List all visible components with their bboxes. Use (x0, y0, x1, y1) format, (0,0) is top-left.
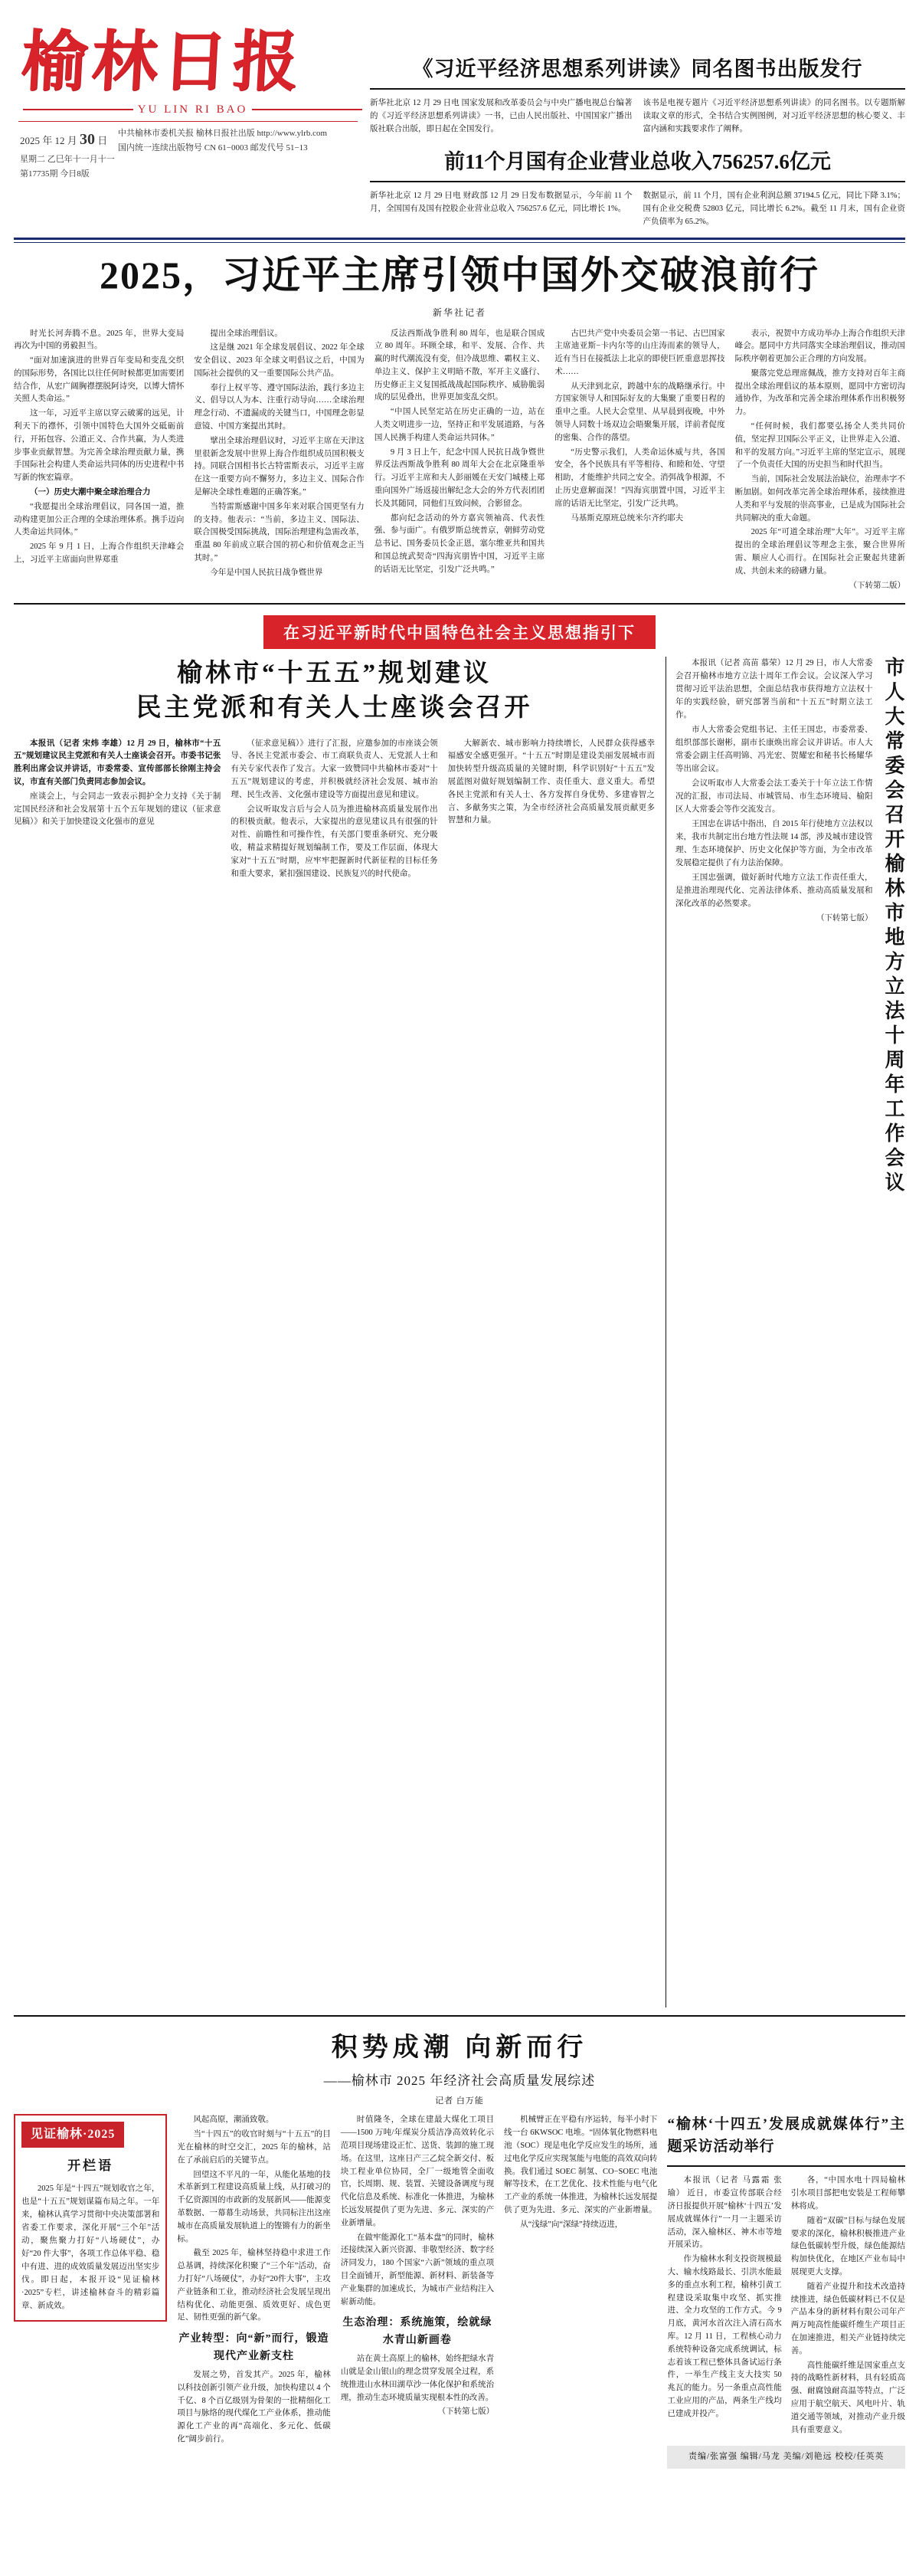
mid-right-article (666, 657, 905, 2007)
paragraph: 作为榆林水利支投资规模最大、输水线路最长、引洪水能最多的重点水利工程，榆林引黄工程建设采取集中攻坚、抓实推进、全力攻坚的工作方式。今 9 月底，黄河水首次注入清石高水库。12 月 11 日，工程核心动力系统特种设备完成系统调试，标志着该工程已整体具备试运行条件，一举生产线主支大技实 50 兆瓦的能力。另一条重点高性能工业应用的产品，两条生产线均已建成并投产。 (667, 2255, 782, 2418)
paragraph: 奉行上权平等、遵守国际法治，践行多边主义、倡导以人为本、注重行动导向……全球治理理念行动、不遗漏成的关键当口，中国理念彰显意镜、中国方案提出其时。 (194, 383, 365, 431)
paragraph: 截至 2025 年，榆林坚持稳中求进工作总基调，持续深化积聚了“三个年”活动，奋力打好“八场硬仗”，办好“20件大事”，主攻产业链条和工业，推动经济社会发展呈现出结构优化、动能更强、质效更好、成色更足、韧性更强的新气象。 (177, 2249, 331, 2322)
subheading: （一）历史大潮中聚全球治理合力 (30, 488, 151, 497)
issue-number: 第17735期 今日8版 (20, 169, 90, 179)
paragraph: “我愿提出全球治理倡议，同各国一道，推动构建更加公正合理的全球治理体系。携手迈向人类命运共同体。” (14, 502, 185, 537)
rb-col-1 (667, 2175, 781, 2438)
paragraph: 马基斯克原班总统米尔齐约耶夫 (571, 513, 684, 523)
pinyin-rule-left (23, 109, 133, 110)
bottom-col-2 (341, 2114, 494, 2469)
red-banner-wrap (14, 615, 905, 649)
paragraph: 从天津到北京，跨越中东的战略继承行。中方国家领导人和国际好友的大集聚了重要日程的重申之重。人民大会堂里、从早晨到夜晚，中外领导人同数十场双边会晤聚集开展，详前者促度的密集、合作的落望。 (554, 382, 725, 442)
feature-byline: 记者 白万能 (435, 2096, 484, 2106)
paragraph: 今年是中国人民抗日战争暨世界 (210, 568, 323, 577)
paragraph: 反法西斯战争胜利 80 周年，也是联合国成立 80 周年。环顾全球，和平、发展、合作、共赢的时代潮流没有变，但冷战思维、霸权主义、单边主义、保护主义明暗不散，军开主义盛行、历史修正主义复国抵战战起国际秩序、威胁脆弱成的层见叠出，世界更加变乱交织。 (374, 329, 545, 402)
mid-headline-line1: 榆林市“十五五”规划建议 (177, 660, 492, 688)
main-col-4 (554, 328, 724, 595)
paragraph: 从“浅绿”向“深绿”持续迈进， (520, 2220, 623, 2229)
paragraph: 高性能碳纤维是国家重点支持的战略性新材料，具有轻质高强、耐腐蚀耐高温等特点，广泛应用于航空航天、风电叶片、轨道交通等领域，对推动产业升级具有重要意义。 (790, 2361, 905, 2434)
publisher-line: 中共榆林市委机关报 榆林日报社出版 http://www.ylrb.com (118, 128, 328, 138)
jump-note: （下转第七版） (437, 2407, 495, 2417)
paragraph: 时光长河奔腾不息。2025 年，世界大变局再次为中国的勇毅担当。 (14, 329, 185, 351)
main-col-5 (735, 328, 905, 595)
paragraph: 提出全球治理倡议。 (210, 329, 283, 338)
masthead-right (370, 11, 905, 228)
page-footer-credits: 责编/张富强 编辑/马龙 美编/刘艳远 校校/任英英 (667, 2446, 905, 2469)
jump-note: （下转第二版） (849, 581, 906, 590)
witness-heading: 开栏语 (67, 2158, 114, 2174)
main-col-1 (14, 328, 184, 595)
paragraph: 各，“中国水电十四局榆林引水项目部把电安装是工程师攀林将成。 (790, 2176, 905, 2211)
main-headline: 2025，习近平主席引领中国外交破浪前行 (100, 254, 819, 297)
masthead-rule (18, 121, 358, 122)
paragraph: 大解新农、城市影响力持续增长，人民群众获得感幸福感安全感更强开。“十五五”时期是建设美丽发展城市而加快转型升级高质量的关键时期，科学识别好“十五五”发展蓝图对做好规划编制工作、责任重大、意义重大。希望各民主党派和有关人士、各方发挥自身优势、多建睿智之言、多献务实之策，为全市经济社会高质量发展贡献更多智慧和力量。 (447, 739, 655, 825)
jump-note: （下转第七版） (816, 914, 873, 923)
paragraph: 王国忠强调，做好新时代地方立法工作责任重大，是推进治理现代化、完善法律体系、推动高质量发展和深化改革的必然要求。 (675, 873, 873, 909)
paragraph: 当前，国际社会发展法治缺位，治理赤字不断加剧。如何改革完善全球治理体系，接续推进人类和平与发展的崇高事业，已是成为国际社会共同解决的重大命题。 (734, 475, 906, 523)
date-year-month: 2025 年 12 月 (20, 134, 77, 146)
top-story-1-p2: 该书是电视专题片《习近平经济思想系列讲读》的同名图书。以专题斯解读取文章的形式，全书结合实例图例，对习近平经济思想的核心要义、丰富内涵和实践要求作了阐释。 (643, 99, 905, 133)
feature-title: 积势成潮 向新而行 (331, 2034, 588, 2063)
masthead-left (14, 11, 362, 181)
paragraph: 风起高原，潮涌致敬。 (193, 2116, 274, 2125)
top-headline-2: 前11个月国有企业营业总收入756257.6亿元 (444, 150, 831, 173)
paragraph: 会议听取发言后与会人员为推进榆林高质量发展作出的积极贡献。他表示，大家提出的意见建议具有很强的针对性、前瞻性和可操作性，有关部门要重条研究、充分吸收，精益求精提好规划编制工作，要及工作层面，体现大家对“十五五”时期，应牢牢把握新时代新征程的目标任务和重大要求，紧扣强国建设、民族复兴的时代使命。 (231, 805, 438, 878)
mid-right-vertical-headline: 市人大常委会召开榆林市地方立法十周年工作会议 (882, 657, 904, 1197)
main-article-columns (14, 328, 905, 595)
date-ri: 日 (97, 134, 108, 146)
paragraph: 9 月 3 日上午，纪念中国人民抗日战争暨世界反法西斯战争胜利 80 周年大会在北京隆重举行。习近平主席和夫人彭丽媛在天安门城楼上郑重向国外广场返接出解纪念大会的外方代表团团长及其随同，同他们互致问候，合影留念。 (374, 447, 545, 508)
pinyin-rule-right (252, 109, 362, 110)
paragraph: “任何时候，我们都要弘扬全人类共同价值，坚定捍卫国际公平正义，让世界走入公道、和平的发展方向。”习近平主席的坚定宣示，展现了一个负责任大国的历史担当和时代担当。 (734, 422, 906, 470)
masthead-meta (14, 126, 362, 181)
right-bottom-rule (667, 2165, 905, 2167)
paragraph: （征求意见稿）》进行了汇报，应邀参加的市座谈会领导、各民主党派市委会、市工商联负责人、无党派人士和有关专家代表作了发言。大家一致赞同中共榆林市委对“十五五”规划建议的考虑，并积极就经济社会发展、城市治理、民生改善、文化强市建设等方面提出意见和建议。 (231, 739, 438, 799)
divider-after-mid (14, 2015, 905, 2017)
masthead (14, 11, 905, 228)
cn-number-line: 国内统一连续出版物号 CN 61−0003 邮发代号 51−13 (118, 143, 308, 152)
top-headline-1: 《习近平经济思想系列讲读》同名图书出版发行 (412, 57, 863, 80)
bottom-col-1 (177, 2114, 330, 2469)
paragraph: 2025 年 9 月 1 日，上海合作组织天津峰会上，习近平主席面向世界郑重 (14, 542, 185, 565)
section-heading: 产业转型：向“新”而行，锻造现代产业新支柱 (178, 2333, 329, 2362)
paragraph: 当特雷斯感谢中国多年来对联合国更坚有力的支持。他表示：“当前，多边主义、国际法、联合国极受国际挑战，国际治理建构急需改革，重温 80 年前成立联合国的初心和价值观念正当其时。” (194, 502, 365, 563)
top-story-2-p2: 数据显示，前 11 个月，国有企业利润总额 37194.5 亿元，同比下降 3.1%；国有企业交税费 52803 亿元，同比增长 6.2%。截至 11 月末，国有企业资产负债率为 65.2%。 (643, 192, 905, 226)
paragraph: “历史警示我们，人类命运休威与共，各国安全，各个民族具有平等相待、和睦和处、守望相助，才能维护共同之安全。消弭战争根源，不止历史意解面深！”四海宾朋置中国，习近平主席的话语无比坚定，引发广泛共鸣。 (554, 447, 725, 508)
mid-col-2 (231, 738, 437, 883)
right-bottom-article (667, 2114, 905, 2469)
witness-column (14, 2114, 167, 2469)
paragraph: “中国人民坚定站在历史正确的一边，站在人类文明进步一边，坚持正和平发展道路，与各国人民携手构建人类命运共同体。” (374, 408, 545, 442)
top-story-2 (370, 189, 905, 228)
paragraph: 随着“双碳”目标与绿色发展要求的深化，榆林积极推进产业绿色低碳转型升级，绿色能源结构加快优化，在地区产业布局中展现更大支撑。 (790, 2216, 905, 2277)
rb-col-2 (791, 2175, 905, 2438)
paragraph: 本报讯（记者 马露霜 张瑜） 近日，市委宣传部联合经济日报提供开展“榆林‘十四五’发展成就媒体行”一月一主题采访活动，深入榆林区、神木市等地开展采访。 (667, 2176, 782, 2250)
mid-col-3 (448, 738, 655, 883)
paragraph: 王国忠在讲话中指出，自 2015 年行使地方立法权以来，我市共制定出台地方性法规 14 部，涉及城市建设管理、生态环境保护、历史文化保护等方面，为全市改革发展稳定提供了有力法治保障。 (675, 820, 873, 868)
paragraph: 会议听取市人大常委会法工委关于十年立法工作情况的汇报，市司法局、市城管局、市生态环境局、榆阳区人大常委会等作交流发言。 (675, 779, 873, 814)
top-rule-2 (370, 181, 905, 182)
divider-thick (14, 238, 905, 240)
masthead-org-block (118, 126, 362, 181)
mid-right-body (675, 657, 873, 2007)
paragraph: 发展之势，首发其产。2025 年，榆林以科技创新引领产业升级，加快构建以 4 个千亿、8 个百亿级别为骨架的一批精细化工项目与脉络的现代煤化工产业体系，推动能源化工产业的再“高端化、多元化、低碳化”阔步前行。 (177, 2370, 331, 2443)
masthead-date-line (20, 126, 118, 152)
mid-col-1 (14, 738, 221, 883)
top-story-1-p1: 新华社北京 12 月 29 日电 国家发展和改革委员会与中央广播电视总台编著的《习近平经济思想系列讲读》一书，已由人民出版社、中国国家广播出版社联合出版，即日起在全国发行。 (370, 99, 633, 133)
paragraph: 古巴共产党中央委员会第一书记、古巴国家主席迪亚斯−卡内尔等的山庄涛而素的领导人，近有当日在接抵法上北京的即使巨匠重意思挥技术…… (554, 329, 725, 376)
pinyin-text: YU LIN RI BAO (137, 103, 248, 116)
main-byline: 新华社记者 (432, 306, 486, 318)
paragraph: 回望这不平凡的一年，从能化基地的技术革新到工程建设高质量上线，从打破习的千亿资源国的市政新的发展新风——能源变革数据、一幕幕生动场景，共同标注出这座城市在高质量发展轨道上的铿锵有力的新坐标。 (177, 2170, 331, 2243)
right-bottom-headline: “榆林‘十四五’发展成就媒体行”主题采访活动举行 (667, 2116, 905, 2155)
newspaper-title: 榆林日报 (19, 25, 306, 99)
paragraph: 当“十四五”的收官时刻与“十五五”的目光在榆林的时空交汇，2025 年的榆林，站在了承前启后的关键节点。 (177, 2130, 331, 2165)
paragraph: 表示，祝贺中方成功举办上海合作组织天津峰会。愿同中方共同落实全球治理倡议，推动国际秩序朝着更加公正合理的方向发展。 (734, 329, 906, 364)
mid-article-columns (14, 738, 655, 883)
paragraph: 本报讯（记者 高苗 慕荣）12 月 29 日，市人大常委会召开榆林市地方立法十周年工作会议。会议深入学习贯彻习近平法治思想，全面总结我市获得地方立法权十年的实践经验，研究部署当前和“十五五”时期立法工作。 (675, 659, 873, 720)
paragraph: 聚落完党总理席佩战，推方支持对百年主商提出全球治理倡议的基本原则，愿同中方密切沟通协作，为改革和完善全球治理体系作出积极努力。 (734, 369, 906, 417)
paragraph: 座谈会上，与会同志一致表示拥护全力支持《关于制定国民经济和社会发展第十五个五年规划的建议（征求意见稿）》和关于加快建设文化强市的意见 (14, 791, 221, 827)
witness-body (21, 2182, 159, 2312)
top-rule-1 (370, 88, 905, 90)
mid-section (14, 657, 905, 2007)
divider-thin (14, 242, 905, 243)
top-story-1 (370, 97, 905, 136)
paragraph-lead: 本报讯（记者 宋炜 李雄）12 月 29 日，榆林市“十五五”规划建议民主党派和有关人士座谈会召开。市委书记张胜利出席会议并讲话，市委常委、宣传部部长徐刚主持会议，市直有关部门负责同志参加会议。 (14, 739, 221, 786)
red-banner: 在习近平新时代中国特色社会主义思想指引下 (263, 615, 656, 649)
paragraph: 机械臂正在平稳有序运转，每半小时下线一台 6KWSOC 电堆。“固体氧化物燃料电池（SOC）现是电化学反应发生的场所，通过电化学反应实现氢能与电能的高效双向转换。我们通过 SOEC 制氢、CO−SOEC 电池解等技术，在工艺优化、技术性能与电气化工产业的系统一体推进，为榆林长远发展提供了更为先进、多元、深实的产业新增量。 (504, 2116, 658, 2215)
paragraph: 市人大常委会党组书记、主任王国忠，市委常委、组织部部长谢彬，副市长康焕出席会议并讲话。市人大常委会副主任高明锦、冯光宏、贺耀宏和秘书长杨耀华等出席会议。 (675, 726, 873, 774)
witness-box (14, 2114, 167, 2322)
paragraph: 时值隆冬，全球在建最大煤化工项目——1500 万吨/年煤炭分质洁净高效转化示范项目现场建设正忙、送货、装卸的施工现场。在这里，这座日产三乙烷全新交付、板块工程业单位协同，全厂一级地管全面收官，长周期、规、装置、关键设备调度与现代化信息及系统、标准化一体推进，为榆林长远发展提供了更为先进、多元、深实的产业新增量。 (340, 2116, 495, 2227)
paragraph: 这是继 2021 年全球发展倡议、2022 年全球安全倡议、2023 年全球文明倡议之后，中国为国际社会提供的又一重要国际公共产品。 (194, 343, 365, 378)
feature-subtitle: ——榆林市 2025 年经济社会高质量发展综述 (323, 2073, 596, 2089)
witness-tag: 见证榆林·2025 (21, 2122, 124, 2148)
mid-left-article (14, 657, 655, 2007)
section-heading: 生态治理：系统施策，绘就绿水青山新画卷 (342, 2317, 492, 2346)
mid-headline-line2: 民主党派和有关人士座谈会召开 (136, 693, 533, 722)
paragraph: “面对加速演进的世界百年变局和变乱交织的国际形势，各国比以往任何时候都更加需要团结合作，从宏广阔胸襟摆脱阿诗突，以博大情怀关照人类命运。” (14, 356, 185, 404)
masthead-date-block (20, 126, 118, 181)
paragraph: 在做牢能源化工“基本盘”的同时，榆林还接续深入新兴资源、非敬型经济、数字经济同发力，180 个国家“六新”领域的重点项目全面铺开，新型能源、新材料、新装备等产业集群的加速成长，为城市产业结构注入崭新动能。 (340, 2233, 495, 2306)
top-story-2-p1: 新华社北京 12 月 29 日电 财政部 12 月 29 日发布数据显示，今年前 11 个月，全国国有及国有控股企业营业总收入 756257.6 亿元，同比增长 1%。 (370, 192, 633, 213)
paragraph: 2025 年是“十四五”规划收官之年，也是“十五五”规划谋篇布局之年。一年来，榆林认真学习贯彻中央决策部署和省委工作要求，深化开展“三个年”活动，聚焦聚力打好“八场硬仗”，办好“20 件大事”，各项工作总体平稳、稳中有进、进的成效质量发展迈出坚实步伐。即日起，本报开设“见证榆林·2025”专栏，讲述榆林奋斗的精彩篇章、新成效。 (21, 2184, 160, 2311)
paragraph: 站在黄土高原上的榆林，始终把绿水青山就是金山银山的理念贯穿发展全过程，系统推进山水林田湖草沙一体化保护和系统治理，推动生态环境质量实现根本性的改善。 (340, 2355, 495, 2402)
paragraph: 擘出全球治理倡议时，习近平主席在天津这里很新念发展中世界上海合作组织成员国积极支持。同联合国相书长古特雷斯表示，习近平主席在这一重要方向不懈努力，多边主义、国际合作是解决全球性难题的正确答案。” (194, 436, 365, 497)
main-col-2 (194, 328, 364, 595)
paragraph: 随着产业提升和技术改造持续推进，绿色低碳材料已不仅是产品本身的新材料有限公司年产两万吨高性能碳纤维生产项目正在加速推进，相关产业链持续完善。 (790, 2282, 905, 2355)
paragraph: 2025 年“可道全球治理”大年”。习近平主席提出的全球治理倡议等理念主张，聚合世界所需、顺应人心而行。在国际社会正聚起共建新成、共创未来的磅礴力量。 (734, 528, 906, 575)
paragraph: 都向纪念活动的外方嘉宾领袖高、代表性强、参与面广。有俄罗斯总统普京，朝鲜劳动党总书记、国务委员长金正恩，塞尔维亚共和国共和国总统武契奇“四海宾朋皆中国，习近平主席的话语无比坚定，引发广泛共鸣。” (374, 513, 545, 574)
newspaper-pinyin (23, 103, 362, 116)
paragraph: 这一年，习近平主席以穿云破雾的远见，计利天下的襟怀，引领中国特色大国外交砥砺前行，开拓包容、公道正义、合作共赢，为人类进步事业贡献智慧。为完善全球治理贡献力量，携手国际社会构建人类命运共同体的历史进程中书写新的恢宏篇章。 (14, 409, 185, 483)
bottom-section (14, 2114, 905, 2469)
right-bottom-columns (667, 2175, 905, 2438)
date-day: 30 (80, 130, 96, 148)
mid-headline (14, 657, 655, 725)
date-weekday: 星期二 乙巳年十一月十一 (20, 154, 115, 164)
main-col-3 (374, 328, 545, 595)
divider-after-main (14, 603, 905, 605)
bottom-col-3 (504, 2114, 657, 2469)
